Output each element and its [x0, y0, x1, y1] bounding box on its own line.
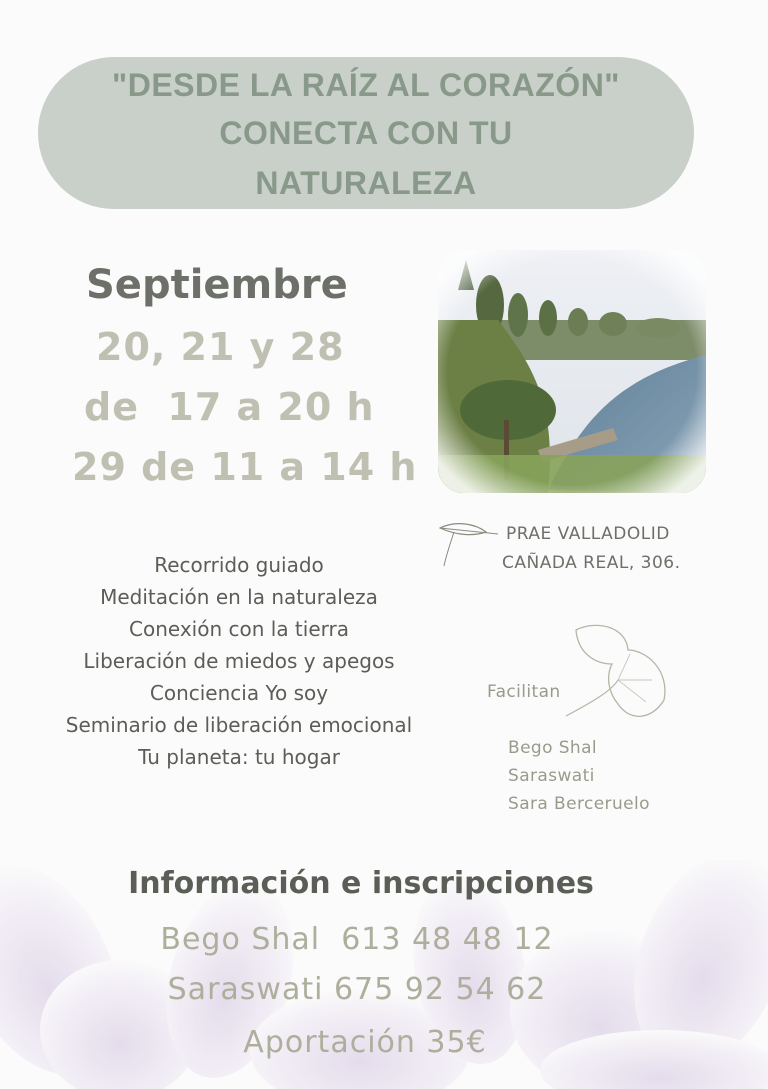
event-extra-day: 29 de 11 a 14 h [72, 445, 418, 489]
title-line-1: "DESDE LA RAÍZ AL CORAZÓN" [112, 67, 620, 103]
title-line-2: CONECTA CON TU [219, 115, 513, 151]
facilitator-name: Saraswati [508, 766, 595, 786]
event-month: Septiembre [86, 262, 348, 308]
activity-item: Liberación de miedos y apegos [83, 649, 395, 673]
activity-item: Recorrido guiado [154, 553, 324, 577]
info-title: Información e inscripciones [128, 866, 594, 901]
lake-photo [438, 250, 706, 493]
event-days: 20, 21 y 28 [96, 325, 345, 369]
ginkgo-leaf-icon [556, 620, 676, 730]
activity-item: Tu planeta: tu hogar [138, 745, 340, 769]
facilitator-name: Bego Shal [508, 738, 598, 758]
title-banner [38, 57, 694, 209]
price: Aportación 35€ [243, 1025, 487, 1060]
facilitators-label: Facilitan [487, 682, 561, 702]
contact-phone-1: Bego Shal 613 48 48 12 [160, 922, 554, 957]
activity-item: Seminario de liberación emocional [65, 713, 413, 737]
activity-item: Meditación en la naturaleza [100, 585, 378, 609]
contact-phone-2: Saraswati 675 92 54 62 [167, 972, 547, 1007]
activity-item: Conciencia Yo soy [149, 681, 329, 705]
facilitator-name: Sara Berceruelo [508, 794, 650, 814]
location-line-2: CAÑADA REAL, 306. [502, 553, 681, 573]
event-hours: de 17 a 20 h [84, 385, 375, 429]
activity-item: Conexión con la tierra [129, 617, 349, 641]
title-line-3: NATURALEZA [255, 165, 477, 201]
location-line-1: PRAE VALLADOLID [506, 524, 670, 544]
